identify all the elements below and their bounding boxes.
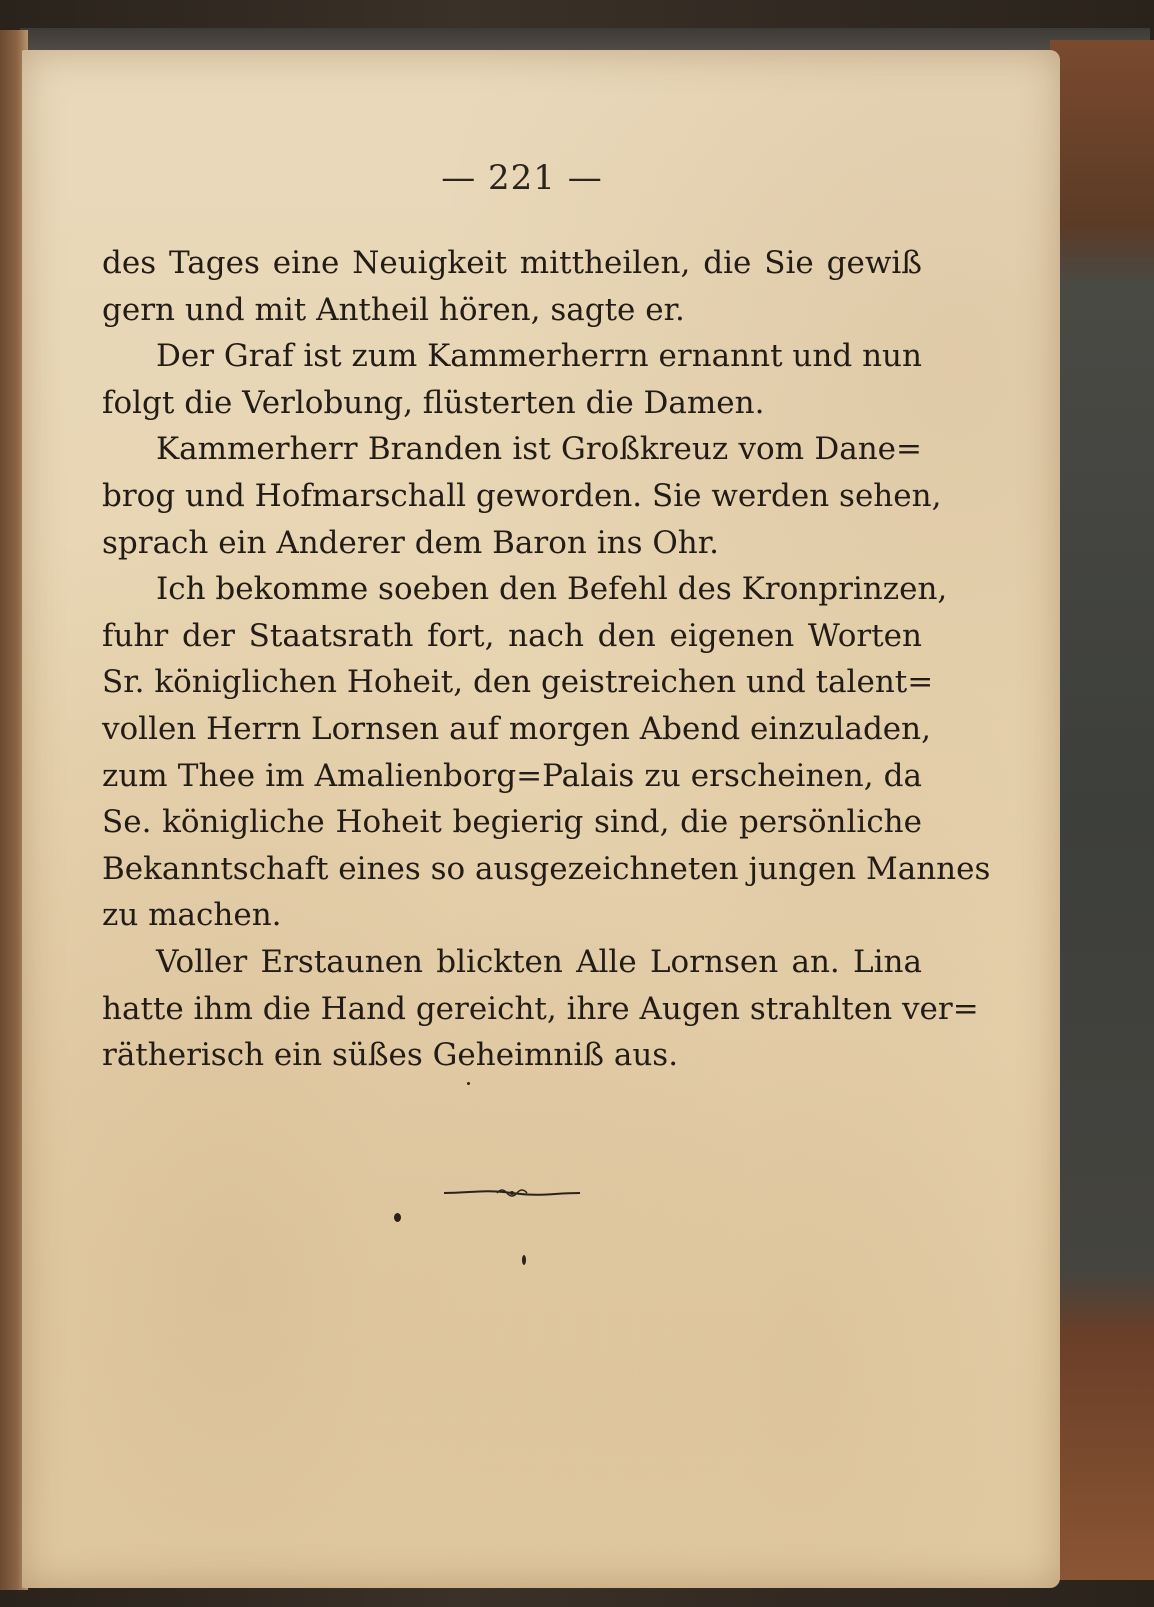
text-line: hatte ihm die Hand gereicht, ihre Augen strahlten ver= bbox=[102, 990, 979, 1027]
text-line: Ich bekomme soeben den Befehl des Kronprinzen, bbox=[156, 571, 948, 608]
section-end-ornament bbox=[442, 1185, 582, 1201]
ink-speck bbox=[394, 1213, 401, 1222]
text-line: Voller Erstaunen blickten Alle Lornsen an. Lina bbox=[156, 943, 922, 980]
text-line: Se. königliche Hoheit begierig sind, die persönliche bbox=[102, 804, 922, 841]
text-line: sprach ein Anderer dem Baron ins Ohr. bbox=[102, 524, 719, 561]
text-line: brog und Hofmarschall geworden. Sie werden sehen, bbox=[102, 477, 942, 514]
page-number: — 221 — bbox=[441, 158, 603, 198]
ink-speck bbox=[467, 1082, 470, 1085]
text-line: zum Thee im Amalienborg=Palais zu erscheinen, da bbox=[102, 757, 922, 794]
text-line: Der Graf ist zum Kammerherrn ernannt und nun bbox=[156, 338, 922, 375]
text-line: Kammerherr Branden ist Großkreuz vom Dane= bbox=[156, 431, 922, 468]
text-line: folgt die Verlobung, flüsterten die Damen. bbox=[102, 384, 765, 421]
text-line: vollen Herrn Lornsen auf morgen Abend einzuladen, bbox=[102, 710, 931, 747]
book-cover-right-edge bbox=[1050, 40, 1154, 1580]
text-line: Sr. königlichen Hoheit, den geistreichen und talent= bbox=[102, 664, 934, 701]
text-line: rätherisch ein süßes Geheimniß aus. bbox=[102, 1037, 679, 1074]
body-text bbox=[102, 240, 991, 1079]
book-page bbox=[22, 50, 1060, 1588]
text-line: gern und mit Antheil hören, sagte er. bbox=[102, 291, 685, 328]
text-line: Bekanntschaft eines so ausgezeichneten jungen Mannes bbox=[102, 850, 991, 887]
text-line: zu machen. bbox=[102, 897, 282, 934]
ink-speck bbox=[522, 1255, 526, 1265]
text-line: des Tages eine Neuigkeit mittheilen, die Sie gewiß bbox=[102, 245, 922, 281]
text-line: fuhr der Staatsrath fort, nach den eigenen Worten bbox=[102, 617, 922, 654]
